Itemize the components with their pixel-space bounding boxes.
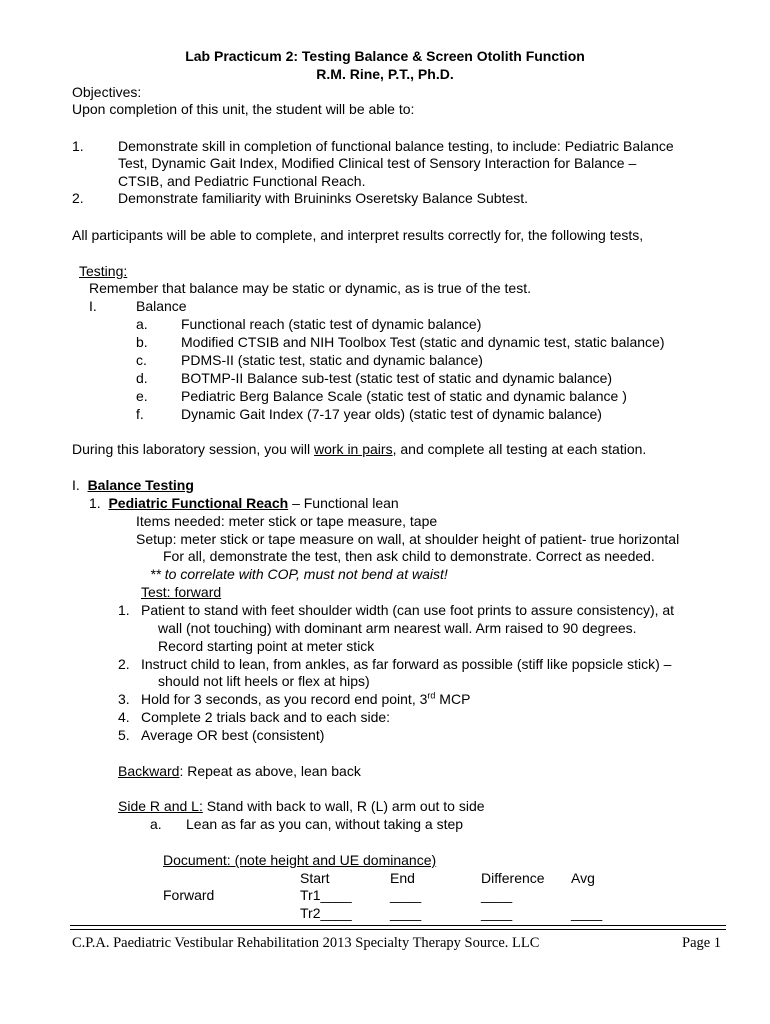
footer-left: C.P.A. Paediatric Vestibular Rehabilitation 2013 Specialty Therapy Source. LLC (72, 935, 540, 951)
avg-value: ____ (571, 905, 603, 921)
cop-note: ** to correlate with COP, must not bend at waist! (150, 566, 448, 582)
side-line: Side R and L: Stand with back to wall, R (L) arm out to side (118, 798, 485, 814)
objective-line: Demonstrate familiarity with Bruininks Oseretsky Balance Subtest. (118, 190, 529, 206)
tr1-end: ____ (390, 887, 422, 903)
step-line: Complete 2 trials back and to each side: (141, 709, 391, 725)
testing-item: Pediatric Berg Balance Scale (static test of static and dynamic balance ) (181, 388, 627, 404)
testing-item: Dynamic Gait Index (7-17 year olds) (static test of dynamic balance) (181, 406, 602, 422)
step-line: wall (not touching) with dominant arm nearest wall. Arm raised to 90 degrees. (158, 620, 637, 636)
step-number: 2. (118, 656, 130, 672)
testing-letter: a. (136, 316, 148, 332)
step-line: should not lift heels or flex at hips) (158, 673, 370, 689)
setup-line: Setup: meter stick or tape measure on wall, at shoulder height of patient- true horizontal (136, 531, 680, 547)
col-end: End (390, 870, 415, 886)
participants-line: All participants will be able to complete, and interpret results correctly for, the following tests, (72, 227, 644, 243)
objective-line: CTSIB, and Pediatric Functional Reach. (118, 173, 366, 189)
objective-number: 2. (72, 190, 84, 206)
footer-rule (70, 929, 726, 930)
step-number: 5. (118, 727, 130, 743)
document-heading: Document: (note height and UE dominance) (163, 852, 437, 868)
step-number: 1. (118, 602, 130, 618)
page-number: Page 1 (682, 935, 722, 951)
objective-line: Test, Dynamic Gait Index, Modified Clinical test of Sensory Interaction for Balance – (118, 155, 637, 171)
test-forward: Test: forward (141, 584, 222, 600)
step-line: Patient to stand with feet shoulder width (can use foot prints to assure consistency), at (141, 602, 675, 618)
testing-balance: Balance (136, 298, 187, 314)
step-number: 4. (118, 709, 130, 725)
footer-rule (70, 925, 726, 926)
col-avg: Avg (571, 870, 595, 886)
balance-testing-heading: I. Balance Testing (72, 477, 194, 493)
step-line: Hold for 3 seconds, as you record end point, 3rd MCP (141, 690, 471, 707)
side-a-letter: a. (150, 816, 162, 832)
testing-item: Functional reach (static test of dynamic balance) (181, 316, 482, 332)
testing-letter: b. (136, 334, 148, 350)
side-a-text: Lean as far as you can, without taking a step (186, 816, 464, 832)
step-line: Average OR best (consistent) (141, 727, 325, 743)
objectives-heading: Objectives: (72, 84, 142, 100)
testing-letter: f. (136, 406, 144, 422)
step-line: Instruct child to lean, from ankles, as far forward as possible (stiff like popsicle stick) – (141, 656, 672, 672)
document-title: Lab Practicum 2: Testing Balance & Screen Otolith Function (185, 48, 585, 64)
step-number: 3. (118, 691, 130, 707)
row-forward: Forward (163, 887, 215, 903)
testing-item: Modified CTSIB and NIH Toolbox Test (static and dynamic test, static balance) (181, 334, 665, 350)
testing-heading: Testing: (79, 263, 128, 279)
tr2-start: Tr2____ (300, 905, 352, 921)
tr2-end: ____ (390, 905, 422, 921)
tr1-start: Tr1____ (300, 887, 352, 903)
testing-item: PDMS-II (static test, static and dynamic balance) (181, 352, 483, 368)
tr2-difference: ____ (481, 905, 513, 921)
testing-letter: d. (136, 370, 148, 386)
objective-number: 1. (72, 138, 84, 154)
step-line: Record starting point at meter stick (158, 638, 375, 654)
backward-line: Backward: Repeat as above, lean back (118, 763, 361, 779)
session-line: During this laboratory session, you will work in pairs, and complete all testing at each station. (72, 441, 647, 457)
testing-roman: I. (89, 298, 97, 314)
col-difference: Difference (481, 870, 545, 886)
tr1-difference: ____ (481, 887, 513, 903)
objective-line: Demonstrate skill in completion of functional balance testing, to include: Pediatric Balance (118, 138, 674, 154)
pfr-title: 1. Pediatric Functional Reach – Functional lean (89, 495, 399, 511)
work-in-pairs: work in pairs (314, 441, 393, 457)
demo-line: For all, demonstrate the test, then ask child to demonstrate. Correct as needed. (163, 548, 655, 564)
testing-letter: e. (136, 388, 148, 404)
testing-remember: Remember that balance may be static or dynamic, as is true of the test. (89, 280, 531, 296)
items-needed: Items needed: meter stick or tape measure, tape (136, 513, 438, 529)
document-author: R.M. Rine, P.T., Ph.D. (316, 66, 454, 82)
testing-letter: c. (136, 352, 147, 368)
testing-item: BOTMP-II Balance sub-test (static test of static and dynamic balance) (181, 370, 613, 386)
col-start: Start (300, 870, 330, 886)
objectives-intro: Upon completion of this unit, the student will be able to: (72, 101, 415, 117)
